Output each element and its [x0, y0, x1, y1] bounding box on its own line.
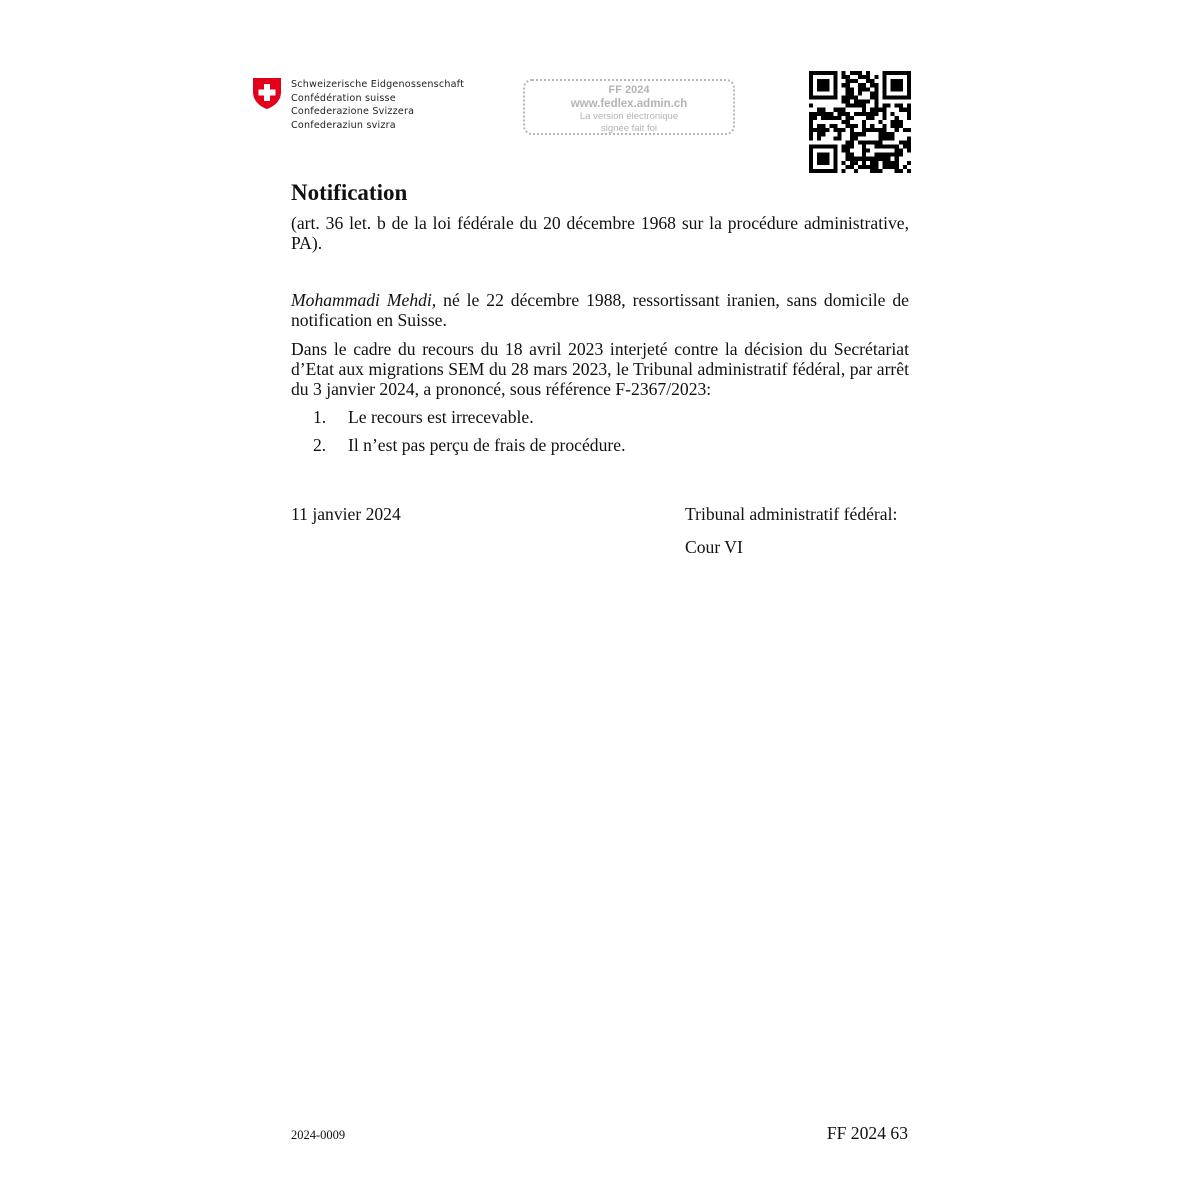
confederation-line-de: Schweizerische Eidgenossenschaft — [291, 79, 465, 90]
confederation-line-rm: Confederaziun svizra — [291, 119, 396, 131]
legal-basis: (art. 36 let. b de la loi fédérale du 20 décembre 1968 sur la procédure administrative, PA). — [291, 213, 909, 253]
confederation-names — [291, 78, 464, 132]
document-date: 11 janvier 2024 — [291, 504, 401, 524]
list-item-number: 1. — [313, 407, 327, 427]
list-item-number: 2. — [313, 435, 327, 455]
recipient-paragraph — [291, 290, 909, 330]
recipient-name: Mohammadi Mehdi, — [291, 290, 437, 310]
list-item-text: Le recours est irrecevable. — [348, 407, 534, 427]
confederation-line-fr: Confédération suisse — [291, 92, 396, 104]
page-reference: FF 2024 63 — [826, 1123, 908, 1143]
list-item-text: Il n’est pas perçu de frais de procédure. — [348, 435, 626, 455]
qr-code-icon — [809, 71, 911, 173]
qr-modules — [809, 71, 911, 173]
decision-paragraph: Dans le cadre du recours du 18 avril 2023 interjeté contre la décision du Secrétariat d’Etat aux migrations SEM du 28 mars 2023, le Tribunal administratif fédéral, par arrêt du 3 janvier 2024, a prononcé, sous référence F-2367/2023: — [291, 339, 909, 399]
electronic-version-stamp — [523, 79, 735, 135]
stamp-note-2: signée fait foi — [601, 122, 657, 134]
recipient-details: né le 22 décembre 1988, ressortissant iranien, sans domicile de notification en Suisse. — [291, 290, 909, 330]
confederation-line-it: Confederazione Svizzera — [291, 106, 415, 117]
stamp-note-1: La version électronique — [579, 111, 679, 122]
document-title: Notification — [291, 180, 408, 205]
court-name: Tribunal administratif fédéral: — [685, 504, 898, 524]
stamp-ff-label: FF 2024 — [608, 84, 650, 96]
court-chamber: Cour VI — [685, 537, 743, 557]
document-id: 2024-0009 — [291, 1128, 346, 1142]
stamp-url: www.fedlex.admin.ch — [570, 98, 688, 110]
swiss-coat-of-arms-icon — [252, 77, 282, 110]
